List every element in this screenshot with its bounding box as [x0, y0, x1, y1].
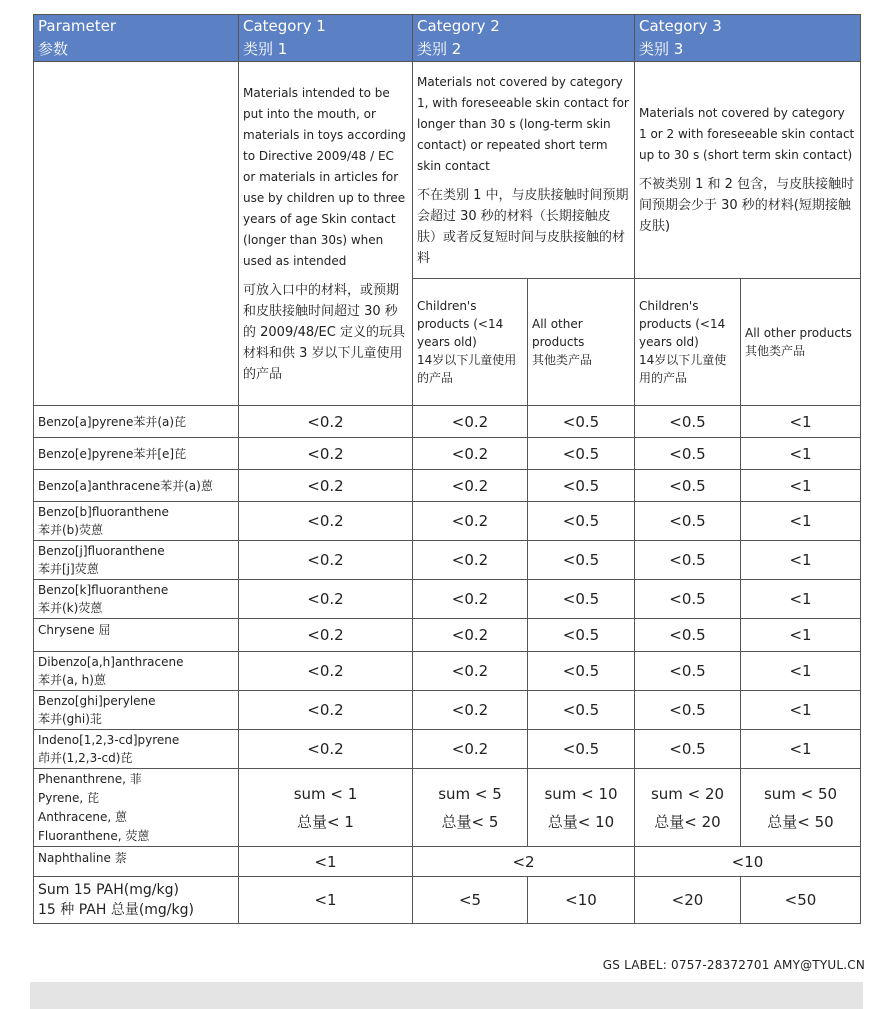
- table-row: [34, 406, 861, 438]
- category-1-limit: <0.2: [239, 502, 413, 541]
- table-row: [34, 541, 861, 580]
- category-2-children-limit: <0.2: [413, 619, 528, 652]
- category-3-other-limit: <1: [741, 730, 861, 769]
- category-3-children-limit: <0.5: [635, 580, 741, 619]
- category-3-children-limit: <0.5: [635, 541, 741, 580]
- category-1-limit: <0.2: [239, 470, 413, 502]
- category-1-limit: <0.2: [239, 580, 413, 619]
- category-1-limit: <0.2: [239, 691, 413, 730]
- category-2-other-limit: <0.5: [528, 730, 635, 769]
- category-3-children-limit: <0.5: [635, 652, 741, 691]
- parameter-name: Chrysene 屈: [34, 619, 239, 652]
- category-2-other-limit: <0.5: [528, 406, 635, 438]
- category-1-limit: <0.2: [239, 541, 413, 580]
- category-3-description: Materials not covered by category 1 or 2 with foreseeable skin contact up to 30 s (short term skin contact) 不被类别 1 和 2 包含，与皮肤接触时间预期会少于 30 秒的材料(短期接触皮肤): [635, 62, 861, 279]
- category-1-total-limit: <1: [239, 877, 413, 924]
- table-row: [34, 652, 861, 691]
- category-3-other-limit: <1: [741, 438, 861, 470]
- category-2-children-subheader: Children's products (<14 years old) 14岁以下儿童使用的产品: [413, 279, 528, 406]
- table-row: [34, 580, 861, 619]
- category-2-children-total-limit: <5: [413, 877, 528, 924]
- category-3-other-limit: <1: [741, 691, 861, 730]
- total-15-pah-row: [34, 877, 861, 924]
- category-3-children-limit: <0.5: [635, 438, 741, 470]
- category-2-children-limit: <0.2: [413, 470, 528, 502]
- category-2-other-limit: <0.5: [528, 619, 635, 652]
- category-2-other-total-limit: <10: [528, 877, 635, 924]
- category-3-children-total-limit: <20: [635, 877, 741, 924]
- category-2-header: Category 2 类别 2: [413, 15, 635, 62]
- category-1-limit: <1: [239, 847, 413, 877]
- category-2-other-limit: <0.5: [528, 652, 635, 691]
- table-row: [34, 730, 861, 769]
- category-3-children-subheader: Children's products (<14 years old) 14岁以下儿童使用的产品: [635, 279, 741, 406]
- category-3-other-total-limit: <50: [741, 877, 861, 924]
- category-3-children-limit: <0.5: [635, 502, 741, 541]
- table-row: [34, 438, 861, 470]
- category-3-other-limit: <1: [741, 502, 861, 541]
- category-2-children-limit: <0.2: [413, 652, 528, 691]
- category-2-children-sum-limit: sum < 5 总量< 5: [413, 769, 528, 847]
- category-1-sum-limit: sum < 1 总量< 1: [239, 769, 413, 847]
- parameter-blank-cell: [34, 62, 239, 406]
- category-2-children-limit: <0.2: [413, 691, 528, 730]
- parameter-name: Benzo[a]anthracene苯并(a)蒽: [34, 470, 239, 502]
- category-2-other-limit: <0.5: [528, 438, 635, 470]
- parameter-name: Naphthaline 萘: [34, 847, 239, 877]
- parameter-name: Benzo[ghi]perylene 苯并(ghi)苝: [34, 691, 239, 730]
- category-3-other-limit: <1: [741, 470, 861, 502]
- category-3-children-limit: <0.5: [635, 406, 741, 438]
- category-1-limit: <0.2: [239, 652, 413, 691]
- category-2-other-limit: <0.5: [528, 691, 635, 730]
- category-3-children-limit: <0.5: [635, 619, 741, 652]
- category-2-children-limit: <0.2: [413, 541, 528, 580]
- table-row: [34, 619, 861, 652]
- category-1-limit: <0.2: [239, 438, 413, 470]
- category-3-other-limit: <1: [741, 619, 861, 652]
- category-3-other-sum-limit: sum < 50 总量< 50: [741, 769, 861, 847]
- parameter-name: Benzo[a]pyrene苯并(a)芘: [34, 406, 239, 438]
- table-row: [34, 691, 861, 730]
- category-3-header: Category 3 类别 3: [635, 15, 861, 62]
- category-1-description: Materials intended to be put into the mouth, or materials in toys according to Directive 2009/48 / EC or materials in articles for use by children up to three years of age Skin contact (longer than 30s) when used as intended 可放入口中的材料，或预期和皮肤接触时间超过 30 秒的 2009/48/EC 定义的玩具材料和供 3 岁以下儿童使用的产品: [239, 62, 413, 406]
- parameter-name: Benzo[b]fluoranthene 苯并(b)荧蒽: [34, 502, 239, 541]
- header-row: [34, 15, 861, 62]
- table-row: [34, 502, 861, 541]
- category-2-other-limit: <0.5: [528, 541, 635, 580]
- parameter-name: Benzo[j]fluoranthene 苯并[j]荧蒽: [34, 541, 239, 580]
- table-row: [34, 470, 861, 502]
- category-2-children-limit: <0.2: [413, 502, 528, 541]
- category-2-children-limit: <0.2: [413, 438, 528, 470]
- parameter-name: Benzo[k]fluoranthene 苯并(k)荧蒽: [34, 580, 239, 619]
- category-3-other-limit: <1: [741, 652, 861, 691]
- category-2-other-subheader: All other products 其他类产品: [528, 279, 635, 406]
- description-row: [34, 62, 861, 279]
- category-1-limit: <0.2: [239, 619, 413, 652]
- category-2-children-limit: <0.2: [413, 730, 528, 769]
- pah-limits-table: [33, 14, 861, 924]
- category-3-children-sum-limit: sum < 20 总量< 20: [635, 769, 741, 847]
- parameter-name: Benzo[e]pyrene苯并[e]芘: [34, 438, 239, 470]
- category-2-other-sum-limit: sum < 10 总量< 10: [528, 769, 635, 847]
- bottom-bar: [30, 982, 863, 1009]
- category-3-other-limit: <1: [741, 580, 861, 619]
- parameter-name: Dibenzo[a,h]anthracene 苯并(a, h)蒽: [34, 652, 239, 691]
- total-15-pah-name: Sum 15 PAH(mg/kg) 15 种 PAH 总量(mg/kg): [34, 877, 239, 924]
- sum-4-pah-names: Phenanthrene, 菲 Pyrene, 芘 Anthracene, 蒽 Fluoranthene, 荧蒽: [34, 769, 239, 847]
- category-2-other-limit: <0.5: [528, 580, 635, 619]
- category-3-other-limit: <1: [741, 541, 861, 580]
- footer-contact: GS LABEL: 0757-28372701 AMY@TYUL.CN: [602, 958, 865, 972]
- category-3-limit: <10: [635, 847, 861, 877]
- category-1-limit: <0.2: [239, 406, 413, 438]
- category-1-limit: <0.2: [239, 730, 413, 769]
- category-3-children-limit: <0.5: [635, 691, 741, 730]
- category-3-children-limit: <0.5: [635, 470, 741, 502]
- category-2-limit: <2: [413, 847, 635, 877]
- category-3-other-limit: <1: [741, 406, 861, 438]
- category-1-header: Category 1 类别 1: [239, 15, 413, 62]
- sum-4-pah-row: [34, 769, 861, 847]
- category-2-children-limit: <0.2: [413, 580, 528, 619]
- category-2-other-limit: <0.5: [528, 502, 635, 541]
- parameter-name: Indeno[1,2,3-cd]pyrene 茚并(1,2,3-cd)芘: [34, 730, 239, 769]
- category-2-description: Materials not covered by category 1, with foreseeable skin contact for longer than 30 s (long-term skin contact) or repeated short term skin contact 不在类别 1 中，与皮肤接触时间预期会超过 30 秒的材料（长期接触皮肤）或者反复短时间与皮肤接触的材料: [413, 62, 635, 279]
- category-3-other-subheader: All other products 其他类产品: [741, 279, 861, 406]
- category-2-other-limit: <0.5: [528, 470, 635, 502]
- naphthaline-row: [34, 847, 861, 877]
- category-3-children-limit: <0.5: [635, 730, 741, 769]
- category-2-children-limit: <0.2: [413, 406, 528, 438]
- parameter-header: Parameter 参数: [34, 15, 239, 62]
